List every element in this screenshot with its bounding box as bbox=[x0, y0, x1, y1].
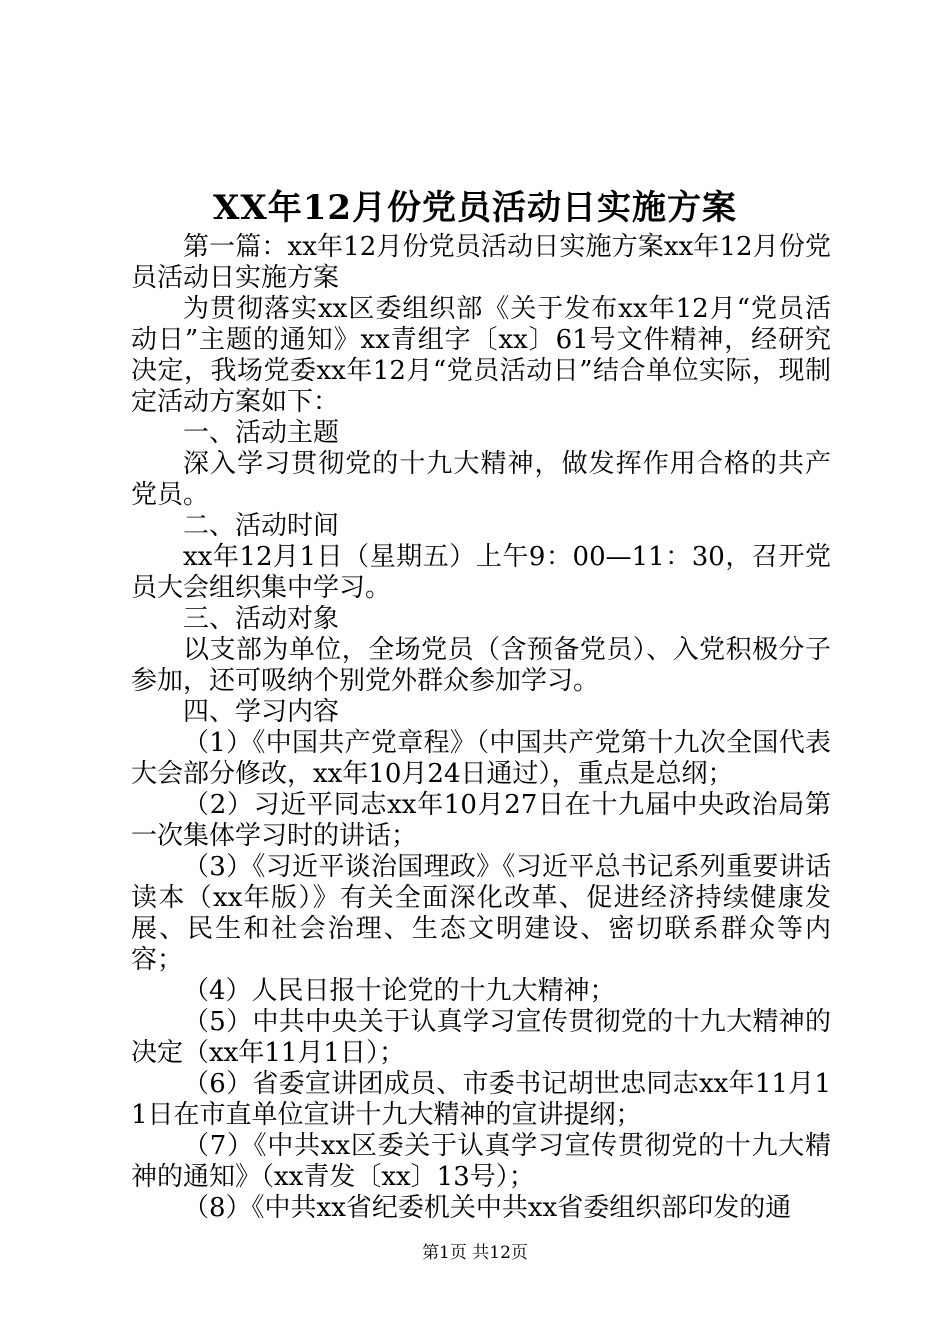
list-item: （3）《习近平谈治国理政》《习近平总书记系列重要讲话读本（xx年版）》有关全面深化改革、促进经济持续健康发展、民生和社会治理、生态文明建设、密切联系群众等内容； bbox=[131, 852, 831, 975]
paragraph: 以支部为单位，全场党员（含预备党员）、入党积极分子参加，还可吸纳个别党外群众参加学习。 bbox=[131, 635, 831, 696]
paragraph: xx年12月1日（星期五）上午9：00—11：30，召开党员大会组织集中学习。 bbox=[131, 542, 831, 603]
paragraph: 为贯彻落实xx区委组织部《关于发布xx年12月“党员活动日”主题的通知》xx青组字〔xx〕61号文件精神，经研究决定，我场党委xx年12月“党员活动日”结合单位实际，现制定活动方案如下： bbox=[131, 294, 831, 417]
list-item: （1）《中国共产党章程》（中国共产党第十九次全国代表大会部分修改，xx年10月24日通过），重点是总纲； bbox=[131, 728, 831, 789]
document-body bbox=[131, 232, 831, 1224]
list-item: （6）省委宣讲团成员、市委书记胡世忠同志xx年11月11日在市直单位宣讲十九大精神的宣讲提纲； bbox=[131, 1069, 831, 1130]
list-item: （4）人民日报十论党的十九大精神； bbox=[183, 976, 616, 1006]
section-heading: 四、学习内容 bbox=[183, 697, 340, 727]
paragraph: 深入学习贯彻党的十九大精神，做发挥作用合格的共产党员。 bbox=[131, 449, 831, 510]
section-heading: 一、活动主题 bbox=[183, 418, 340, 448]
list-item: （8）《中共xx省纪委机关中共xx省委组织部印发的通 bbox=[183, 1193, 792, 1223]
paragraph: 第一篇：xx年12月份党员活动日实施方案xx年12月份党员活动日实施方案 bbox=[131, 232, 831, 293]
list-item: （7）《中共xx区委关于认真学习宣传贯彻党的十九大精神的通知》（xx青发〔xx〕13号）； bbox=[131, 1131, 831, 1192]
list-item: （2）习近平同志xx年10月27日在十九届中央政治局第一次集体学习时的讲话； bbox=[131, 790, 831, 851]
list-item: （5）中共中央关于认真学习宣传贯彻党的十九大精神的决定（xx年11月1日）； bbox=[131, 1007, 831, 1068]
page-footer: 第1页 共12页 bbox=[422, 1243, 528, 1263]
section-heading: 三、活动对象 bbox=[183, 604, 340, 634]
document-title: XX年12月份党员活动日实施方案 bbox=[212, 188, 738, 228]
section-heading: 二、活动时间 bbox=[183, 511, 340, 541]
